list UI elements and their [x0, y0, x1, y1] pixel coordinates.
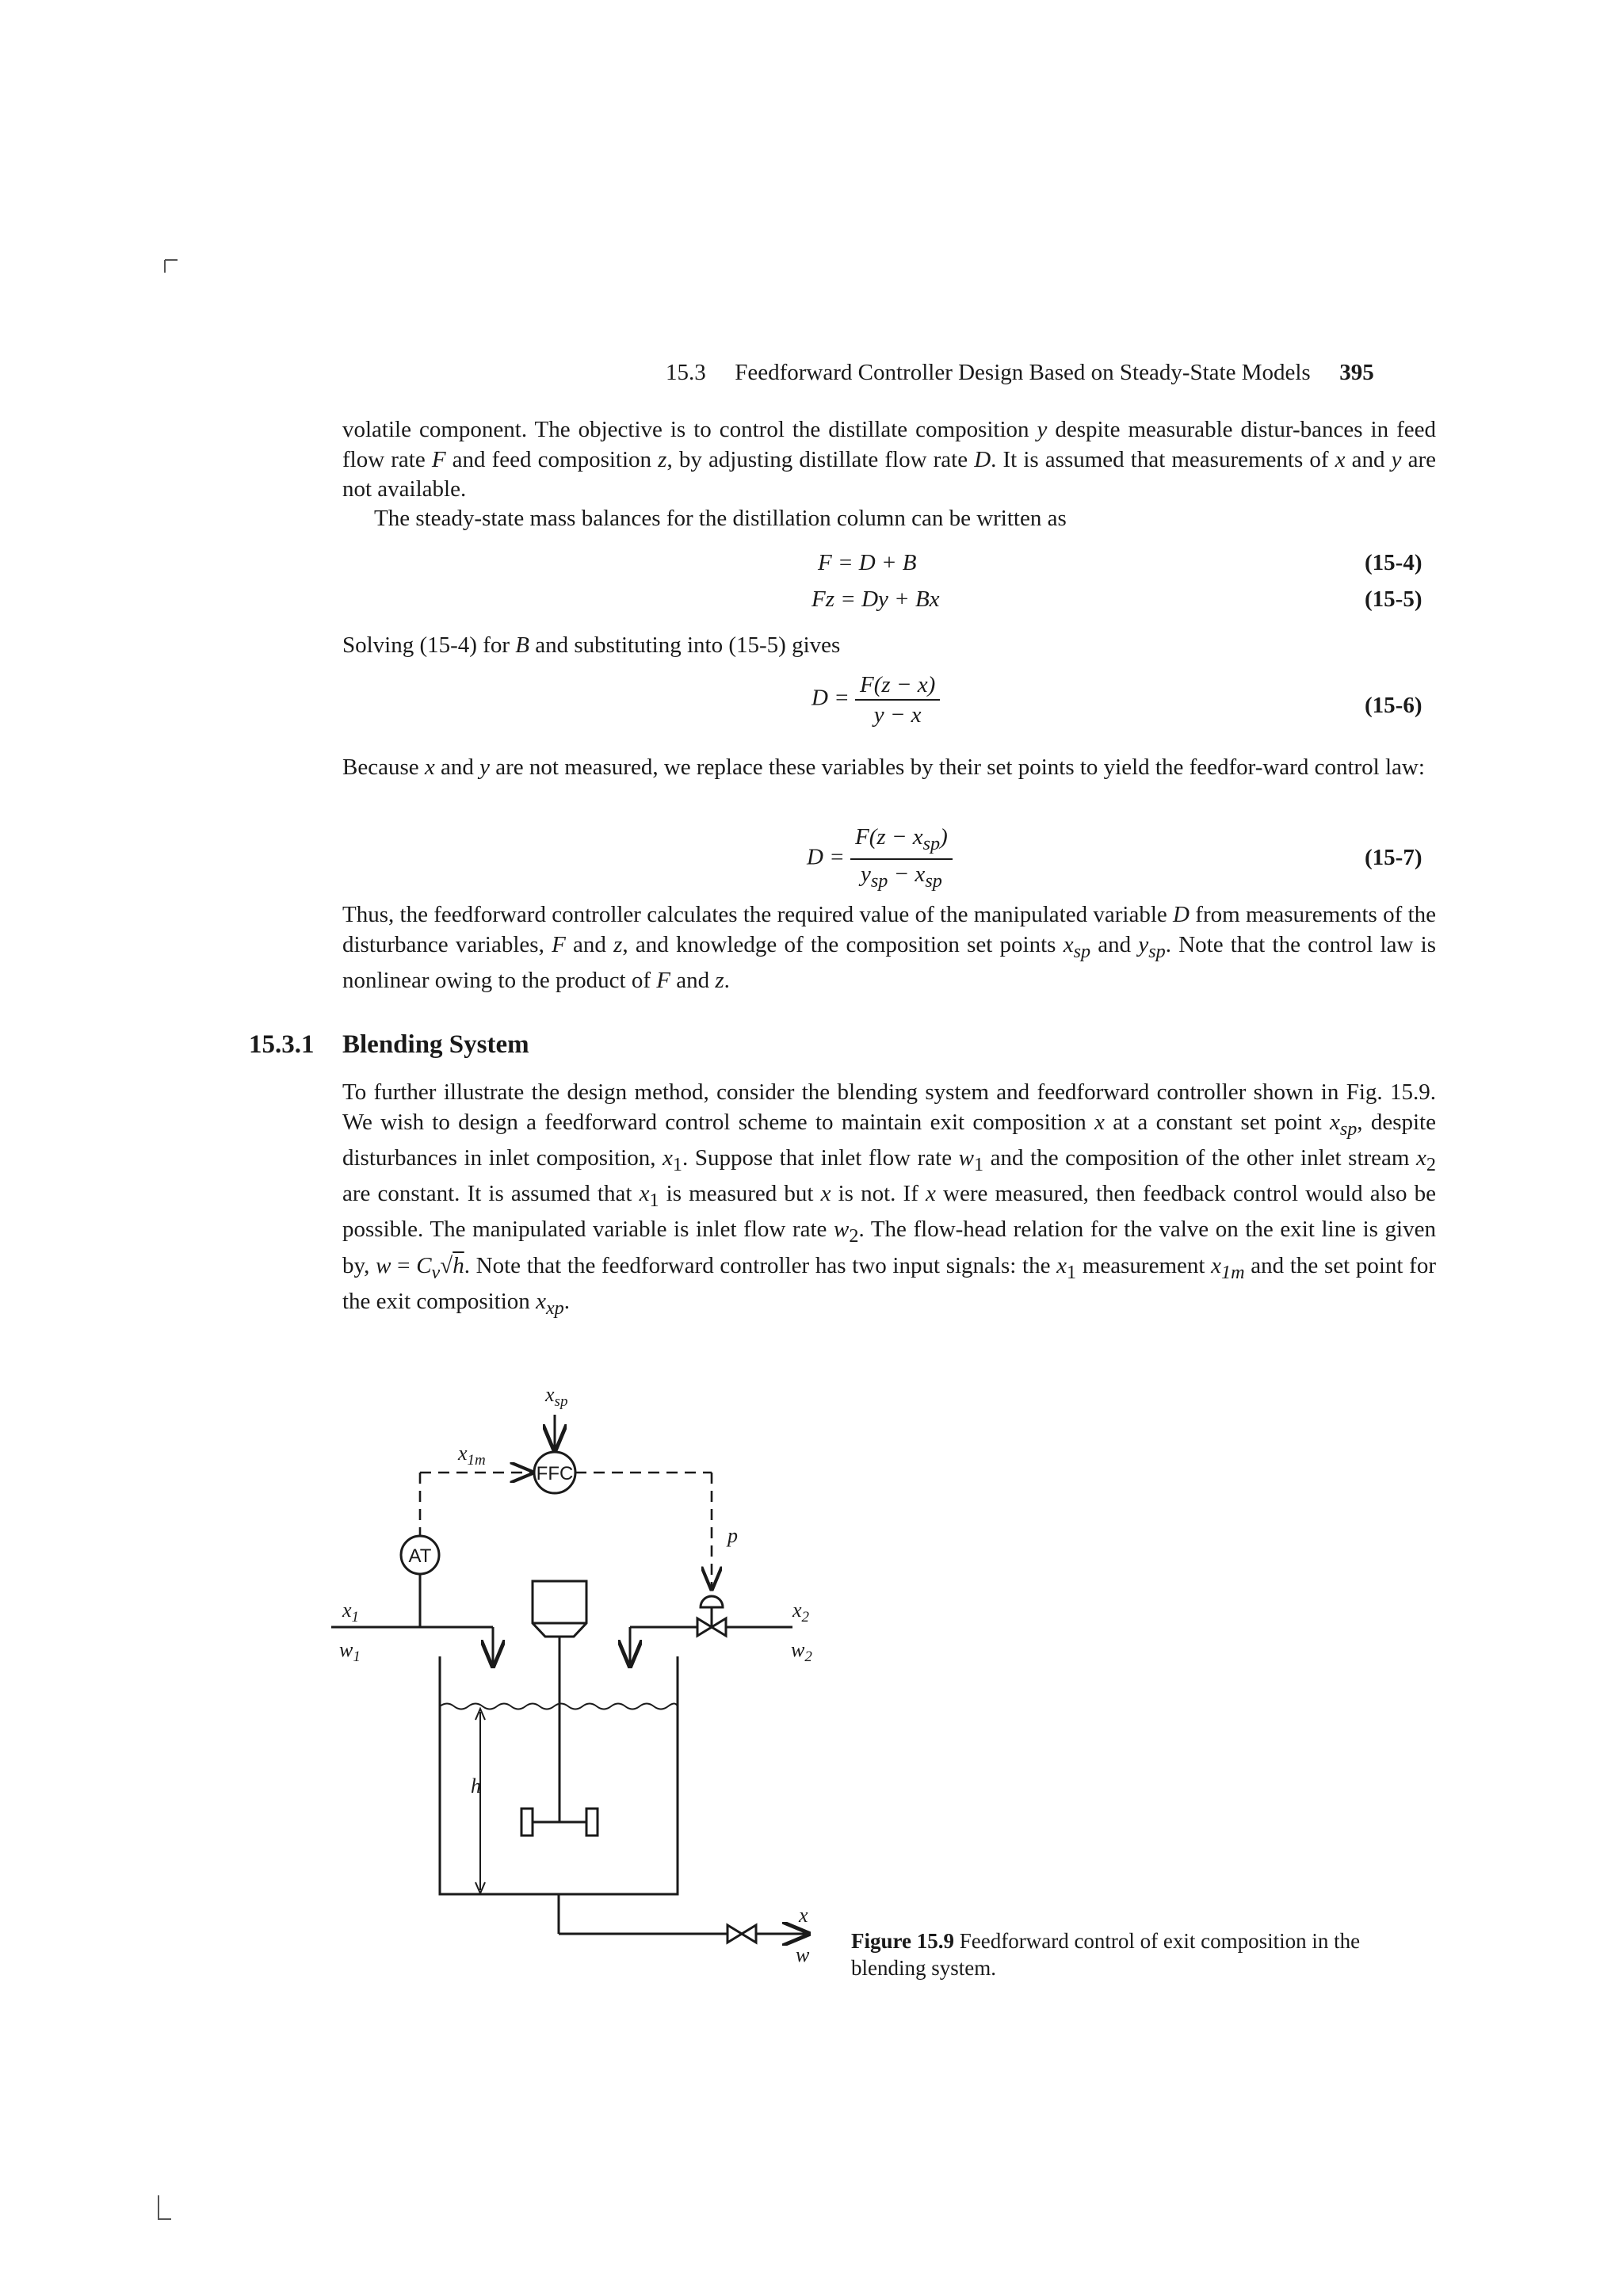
var: x: [1094, 1109, 1105, 1135]
var-subscript: xp: [545, 1297, 564, 1319]
var: z: [715, 967, 724, 993]
text-run: , and knowledge of the composition set points: [622, 931, 1064, 957]
text-run: Solving (15-4) for: [342, 632, 516, 658]
text-run: are not measured, we replace these variables by their set points to yield the feedfor-ward control law:: [490, 755, 1425, 780]
mixer-motor: [533, 1581, 586, 1637]
var-subscript: 1: [1067, 1261, 1077, 1283]
text-run: =: [391, 1252, 417, 1278]
eq-subscript: sp: [870, 869, 888, 892]
var: x: [1056, 1252, 1067, 1278]
var-subscript: sp: [1073, 940, 1091, 962]
label-w-out: w: [796, 1943, 810, 1966]
var: x: [663, 1144, 673, 1171]
eq-part: F(z − x: [855, 824, 923, 850]
label-h: h: [471, 1775, 481, 1797]
var: x: [424, 755, 435, 780]
text-run: and the set point for the exit composition: [342, 1252, 1436, 1314]
var-subscript: sp: [1148, 940, 1166, 962]
text-run: and substituting into (15-5) gives: [529, 632, 841, 658]
var: B: [515, 632, 529, 658]
var: y: [1037, 417, 1048, 442]
text-run: To further illustrate the design method, consider the blending system and feedforward controller shown in Fig. 15.9. We wish to design a feedforward control scheme to maintain exit composition: [342, 1079, 1436, 1135]
var-subscript: 2: [849, 1225, 859, 1247]
var: z: [613, 931, 623, 957]
var: h: [453, 1252, 464, 1278]
text-run: Thus, the feedforward controller calculates the required value of the manipulated variable: [342, 902, 1174, 927]
text-run: . Note that the control law is nonlinear owing to the product of: [342, 931, 1436, 993]
var: F: [431, 446, 446, 472]
fraction-numerator: F(z − x): [855, 672, 940, 701]
var: x: [926, 1181, 936, 1207]
var: F: [552, 931, 566, 957]
eq-subscript: sp: [925, 869, 942, 892]
text-run: , by adjusting distillate flow rate: [666, 446, 975, 472]
impeller-blade-left: [521, 1809, 533, 1836]
label-xsp: $x_{sp}$: [545, 1383, 568, 1410]
text-run: were measured, then feedback control would also be possible. The manipulated variable is inlet flow rate: [342, 1181, 1437, 1243]
text-run: and: [670, 967, 716, 993]
eq-lhs: D =: [807, 844, 845, 870]
text-run: are not available.: [342, 446, 1436, 502]
var-subscript: sp: [1339, 1117, 1358, 1140]
text-run: are constant. It is assumed that: [342, 1181, 640, 1207]
text-run: . It is assumed that measurements of: [991, 446, 1335, 472]
text-run: and: [1090, 931, 1139, 957]
var: C: [416, 1252, 432, 1278]
var: w: [958, 1144, 975, 1171]
label-ffc: FFC: [536, 1463, 574, 1484]
section-number: 15.3.1: [249, 1030, 315, 1059]
text-run: , despite disturbances in inlet composition,: [342, 1109, 1436, 1171]
impeller-blade-right: [586, 1809, 598, 1836]
var: x: [1416, 1144, 1426, 1171]
text-run: The steady-state mass balances for the distillation column can be written as: [374, 506, 1067, 531]
equation-number-15-6: (15-6): [1365, 693, 1423, 718]
text-run: is not. If: [831, 1181, 926, 1207]
label-p: p: [727, 1524, 738, 1547]
var: x: [1063, 931, 1074, 957]
var: w: [834, 1217, 850, 1243]
figure-caption: [851, 1927, 1438, 1981]
text-run: . Suppose that inlet flow rate: [682, 1144, 959, 1171]
var-subscript: 2: [1426, 1153, 1436, 1175]
var: x: [820, 1181, 831, 1207]
label-x1: $x_1$: [342, 1599, 360, 1626]
text-run: and the composition of the other inlet stream: [983, 1144, 1417, 1171]
text-run: and: [1345, 446, 1392, 472]
text-run: .: [724, 967, 730, 993]
var: D: [974, 446, 991, 472]
label-w1: $w_1$: [339, 1638, 361, 1665]
var: y: [1391, 446, 1402, 472]
var: w: [376, 1252, 391, 1278]
equation-15-5: Fz = Dy + Bx: [812, 586, 940, 612]
eq-part: y: [861, 861, 871, 887]
var: x: [639, 1181, 650, 1207]
text-run: measurement: [1076, 1252, 1212, 1278]
page-number: 395: [1339, 360, 1374, 385]
caption-text: Feedforward control of exit composition in the blending system.: [851, 1929, 1361, 1980]
text-run: at a constant set point: [1104, 1109, 1330, 1135]
var-subscript: 1: [649, 1189, 659, 1211]
header-title: Feedforward Controller Design Based on Steady-State Models: [735, 360, 1311, 385]
fraction-denominator: y − x: [873, 702, 922, 728]
text-run: and: [565, 931, 614, 957]
label-x2: $x_2$: [792, 1599, 810, 1626]
text-run: despite measurable distur-bances in feed flow rate: [342, 417, 1436, 472]
text-run: volatile component. The objective is to control the distillate composition: [342, 417, 1037, 442]
equation-15-4: F = D + B: [818, 550, 917, 575]
text-run: from measurements of the disturbance variables,: [342, 902, 1436, 957]
equation-number-15-5: (15-5): [1365, 586, 1423, 612]
text-run: . The flow-head relation for the valve on the exit line is given by,: [342, 1217, 1436, 1278]
var: x: [536, 1288, 546, 1314]
var: y: [479, 755, 490, 780]
var-subscript: 1m: [1221, 1261, 1245, 1283]
text-run: Because: [342, 755, 425, 780]
caption-label: Figure 15.9: [851, 1929, 954, 1953]
text-run: and feed composition: [445, 446, 659, 472]
text-run: .: [563, 1288, 570, 1314]
var: F: [656, 967, 670, 993]
var-subscript: v: [431, 1261, 441, 1283]
var: x: [1335, 446, 1346, 472]
var: x: [1329, 1109, 1340, 1135]
var: x: [1211, 1252, 1222, 1278]
valve-actuator: [701, 1596, 723, 1607]
equation-number-15-4: (15-4): [1365, 550, 1423, 575]
eq-part: ): [940, 824, 948, 850]
label-x-out: x: [799, 1904, 808, 1927]
eq-part: − x: [888, 861, 926, 887]
label-at: AT: [408, 1545, 432, 1567]
var-subscript: 1: [974, 1153, 984, 1175]
label-x1m: $x_{1m}$: [458, 1442, 486, 1469]
outlet-valve: [727, 1925, 756, 1943]
section-title: Blending System: [342, 1030, 529, 1059]
equation-number-15-7: (15-7): [1365, 845, 1423, 870]
var: D: [1173, 902, 1190, 927]
eq-subscript: sp: [922, 832, 941, 854]
var-subscript: 1: [672, 1153, 682, 1175]
label-w2: $w_2$: [791, 1638, 812, 1665]
var: z: [658, 446, 667, 472]
text-run: is measured but: [659, 1181, 821, 1207]
var: y: [1138, 931, 1149, 957]
header-section-number: 15.3: [666, 360, 706, 385]
sqrt-symbol: √: [440, 1252, 453, 1278]
eq-lhs: D =: [812, 685, 850, 711]
text-run: . Note that the feedforward controller has two input signals: the: [464, 1252, 1057, 1278]
text-run: and: [434, 755, 480, 780]
